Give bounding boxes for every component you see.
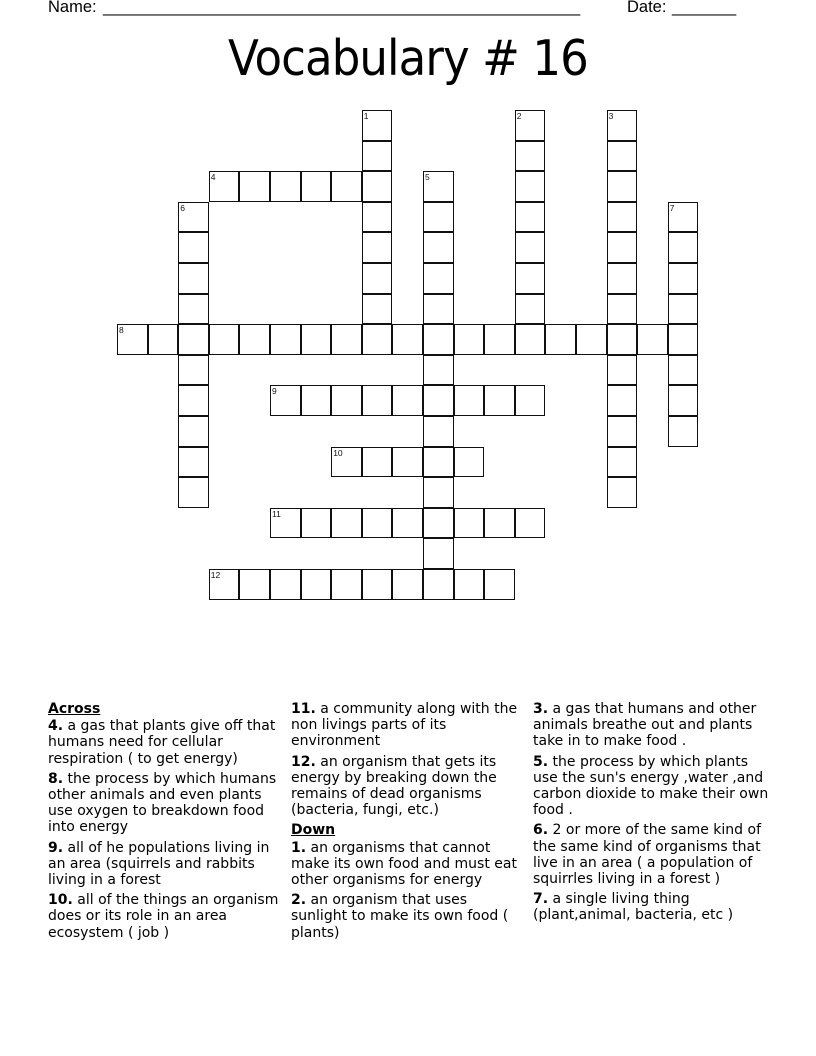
crossword-cell[interactable] <box>362 263 393 294</box>
clue-down-5 <box>533 754 769 819</box>
crossword-cell[interactable] <box>668 355 699 386</box>
crossword-cell[interactable] <box>331 324 362 355</box>
crossword-cell[interactable] <box>423 385 454 416</box>
crossword-cell[interactable] <box>515 202 546 233</box>
date-label: Date: <box>627 0 667 16</box>
clue-across-10 <box>48 892 284 941</box>
clue-across-9 <box>48 840 284 889</box>
crossword-cell[interactable] <box>148 324 179 355</box>
crossword-cell[interactable] <box>392 324 423 355</box>
crossword-cell[interactable] <box>178 294 209 325</box>
crossword-cell[interactable] <box>178 416 209 447</box>
clue-across-4 <box>48 718 284 767</box>
crossword-cell[interactable] <box>362 171 393 202</box>
crossword-cell[interactable] <box>607 263 638 294</box>
clue-across-12 <box>291 754 527 819</box>
crossword-cell[interactable] <box>392 447 423 478</box>
date-blank-line[interactable]: _______ <box>672 0 737 16</box>
crossword-cell[interactable] <box>178 447 209 478</box>
crossword-cell[interactable] <box>515 385 546 416</box>
crossword-cell[interactable] <box>392 385 423 416</box>
crossword-cell[interactable] <box>362 324 393 355</box>
crossword-cell[interactable] <box>178 324 209 355</box>
crossword-cell[interactable] <box>454 569 485 600</box>
crossword-cell[interactable] <box>392 508 423 539</box>
crossword-cell[interactable] <box>270 569 301 600</box>
crossword-cell[interactable] <box>423 447 454 478</box>
crossword-cell[interactable] <box>454 447 485 478</box>
crossword-cell[interactable] <box>362 202 393 233</box>
crossword-cell[interactable] <box>331 385 362 416</box>
clue-number: 8. <box>48 770 64 787</box>
crossword-cell[interactable] <box>668 324 699 355</box>
crossword-cell[interactable] <box>607 232 638 263</box>
crossword-cell[interactable] <box>423 416 454 447</box>
clue-number: 7. <box>533 891 549 908</box>
clue-text: an organism that uses sunlight to make its own food ( plants) <box>291 892 509 941</box>
clue-text: all of he populations living in an area (squirrels and rabbits living in a forest <box>48 839 270 889</box>
crossword-cell[interactable] <box>607 477 638 508</box>
crossword-cell[interactable] <box>178 355 209 386</box>
crossword-cell[interactable] <box>607 324 638 355</box>
crossword-cell[interactable] <box>209 569 240 600</box>
crossword-cell[interactable] <box>362 447 393 478</box>
cell-number: 8 <box>119 325 124 336</box>
crossword-cell[interactable] <box>454 385 485 416</box>
crossword-cell[interactable] <box>668 202 699 233</box>
clue-across-8 <box>48 771 284 836</box>
crossword-cell[interactable] <box>607 110 638 141</box>
clue-text: the process by which plants use the sun's energy ,water ,and carbon dioxide to make their own food . <box>533 753 769 819</box>
crossword-cell[interactable] <box>423 569 454 600</box>
crossword-cell[interactable] <box>331 447 362 478</box>
crossword-cell[interactable] <box>117 324 148 355</box>
crossword-cell[interactable] <box>331 569 362 600</box>
header-line <box>48 0 768 20</box>
name-blank-line[interactable]: ____________________________________________________ <box>103 0 581 16</box>
crossword-cell[interactable] <box>668 263 699 294</box>
crossword-cell[interactable] <box>301 171 332 202</box>
crossword-cell[interactable] <box>423 202 454 233</box>
crossword-cell[interactable] <box>668 294 699 325</box>
clue-text: 2 or more of the same kind of the same kind of organisms that live in an area ( a population of squirrles living in a forest ) <box>533 822 762 888</box>
crossword-cell[interactable] <box>362 232 393 263</box>
cell-number: 11 <box>272 508 281 519</box>
crossword-cell[interactable] <box>484 569 515 600</box>
crossword-cell[interactable] <box>362 385 393 416</box>
clue-text: an organisms that cannot make its own food and must eat other organisms for energy <box>291 839 517 889</box>
crossword-cell[interactable] <box>607 202 638 233</box>
crossword-cell[interactable] <box>178 477 209 508</box>
crossword-cell[interactable] <box>515 171 546 202</box>
clue-number: 12. <box>291 753 316 770</box>
crossword-cell[interactable] <box>209 324 240 355</box>
crossword-cell[interactable] <box>178 263 209 294</box>
cell-number: 7 <box>669 202 675 213</box>
clue-down-6 <box>533 822 769 887</box>
cell-number: 12 <box>210 570 221 580</box>
crossword-cell[interactable] <box>423 171 454 202</box>
cell-number: 3 <box>608 111 614 121</box>
crossword-cell[interactable] <box>607 416 638 447</box>
crossword-cell[interactable] <box>515 508 546 539</box>
crossword-cell[interactable] <box>423 232 454 263</box>
crossword-cell[interactable] <box>484 508 515 539</box>
clue-text: a community along with the non livings parts of its environment <box>291 701 518 750</box>
crossword-cell[interactable] <box>423 294 454 325</box>
crossword-cell[interactable] <box>178 385 209 416</box>
clues-column-1 <box>48 701 284 945</box>
crossword-cell[interactable] <box>239 171 270 202</box>
crossword-cell[interactable] <box>668 385 699 416</box>
crossword-cell[interactable] <box>515 324 546 355</box>
crossword-cell[interactable] <box>270 508 301 539</box>
crossword-cell[interactable] <box>637 324 668 355</box>
crossword-grid <box>117 110 700 600</box>
clue-number: 10. <box>48 892 73 909</box>
clue-text: the process by which humans other animals and even plants use oxygen to breakdown food into energy <box>48 770 277 836</box>
crossword-cell[interactable] <box>423 355 454 386</box>
cell-number: 5 <box>425 172 430 183</box>
crossword-cell[interactable] <box>178 202 209 233</box>
crossword-cell[interactable] <box>392 569 423 600</box>
clue-down-1 <box>291 840 527 889</box>
crossword-cell[interactable] <box>301 324 332 355</box>
crossword-cell[interactable] <box>270 171 301 202</box>
page-title: Vocabulary # 16 <box>228 30 588 87</box>
clue-down-3 <box>533 701 769 750</box>
crossword-cell[interactable] <box>423 263 454 294</box>
crossword-cell[interactable] <box>454 508 485 539</box>
crossword-cell[interactable] <box>209 171 240 202</box>
clue-number: 2. <box>291 892 307 909</box>
crossword-cell[interactable] <box>515 294 546 325</box>
crossword-cell[interactable] <box>515 141 546 172</box>
clue-number: 11. <box>291 701 316 717</box>
crossword-cell[interactable] <box>423 324 454 355</box>
crossword-cell[interactable] <box>331 171 362 202</box>
name-label: Name: <box>48 0 97 16</box>
crossword-cell[interactable] <box>362 569 393 600</box>
crossword-cell[interactable] <box>301 508 332 539</box>
crossword-cell[interactable] <box>484 385 515 416</box>
clues-column-2 <box>291 701 527 945</box>
clue-down-7 <box>533 891 769 923</box>
clues-column-3 <box>533 701 769 928</box>
crossword-cell[interactable] <box>668 416 699 447</box>
crossword-cell[interactable] <box>270 385 301 416</box>
cell-number: 9 <box>272 386 277 397</box>
across-heading: Across <box>48 701 101 717</box>
crossword-cell[interactable] <box>607 385 638 416</box>
crossword-cell[interactable] <box>515 110 546 141</box>
clue-text: all of the things an organism does or its role in an area ecosystem ( job ) <box>48 892 279 941</box>
crossword-cell[interactable] <box>362 294 393 325</box>
crossword-cell[interactable] <box>239 569 270 600</box>
crossword-cell[interactable] <box>423 477 454 508</box>
cell-number: 1 <box>363 111 369 121</box>
crossword-cell[interactable] <box>362 110 393 141</box>
crossword-cell[interactable] <box>668 232 699 263</box>
clue-text: a single living thing (plant,animal, bacteria, etc ) <box>533 891 734 924</box>
crossword-cell[interactable] <box>607 355 638 386</box>
crossword-cell[interactable] <box>515 263 546 294</box>
crossword-cell[interactable] <box>607 141 638 172</box>
crossword-cell[interactable] <box>331 508 362 539</box>
crossword-cell[interactable] <box>301 385 332 416</box>
clue-text: an organism that gets its energy by breaking down the remains of dead organisms (bacteria, fungi, etc.) <box>291 753 497 819</box>
cell-number: 2 <box>516 111 522 121</box>
clue-number: 9. <box>48 839 64 856</box>
crossword-cell[interactable] <box>484 324 515 355</box>
clue-across-11 <box>291 701 527 750</box>
crossword-cell[interactable] <box>301 569 332 600</box>
crossword-cell[interactable] <box>607 171 638 202</box>
cell-number: 4 <box>210 172 216 183</box>
cell-number: 10 <box>333 447 343 458</box>
crossword-cell[interactable] <box>270 324 301 355</box>
clue-text: a gas that humans and other animals breathe out and plants take in to make food . <box>533 701 757 750</box>
crossword-cell[interactable] <box>515 232 546 263</box>
clue-number: 6. <box>533 822 549 839</box>
down-heading: Down <box>291 822 336 839</box>
clue-number: 4. <box>48 718 64 735</box>
crossword-cell[interactable] <box>607 294 638 325</box>
crossword-cell[interactable] <box>454 324 485 355</box>
crossword-cell[interactable] <box>239 324 270 355</box>
clue-number: 1. <box>291 839 307 856</box>
crossword-cell[interactable] <box>362 508 393 539</box>
crossword-cell[interactable] <box>178 232 209 263</box>
crossword-cell[interactable] <box>607 447 638 478</box>
crossword-cell[interactable] <box>545 324 576 355</box>
crossword-cell[interactable] <box>576 324 607 355</box>
crossword-cell[interactable] <box>423 538 454 569</box>
clue-number: 5. <box>533 753 549 770</box>
crossword-cell[interactable] <box>362 141 393 172</box>
clue-down-2 <box>291 892 527 941</box>
clue-text: a gas that plants give off that humans need for cellular respiration ( to get energy) <box>48 718 276 767</box>
clue-number: 3. <box>533 701 549 717</box>
crossword-cell[interactable] <box>423 508 454 539</box>
cell-number: 6 <box>180 202 185 213</box>
